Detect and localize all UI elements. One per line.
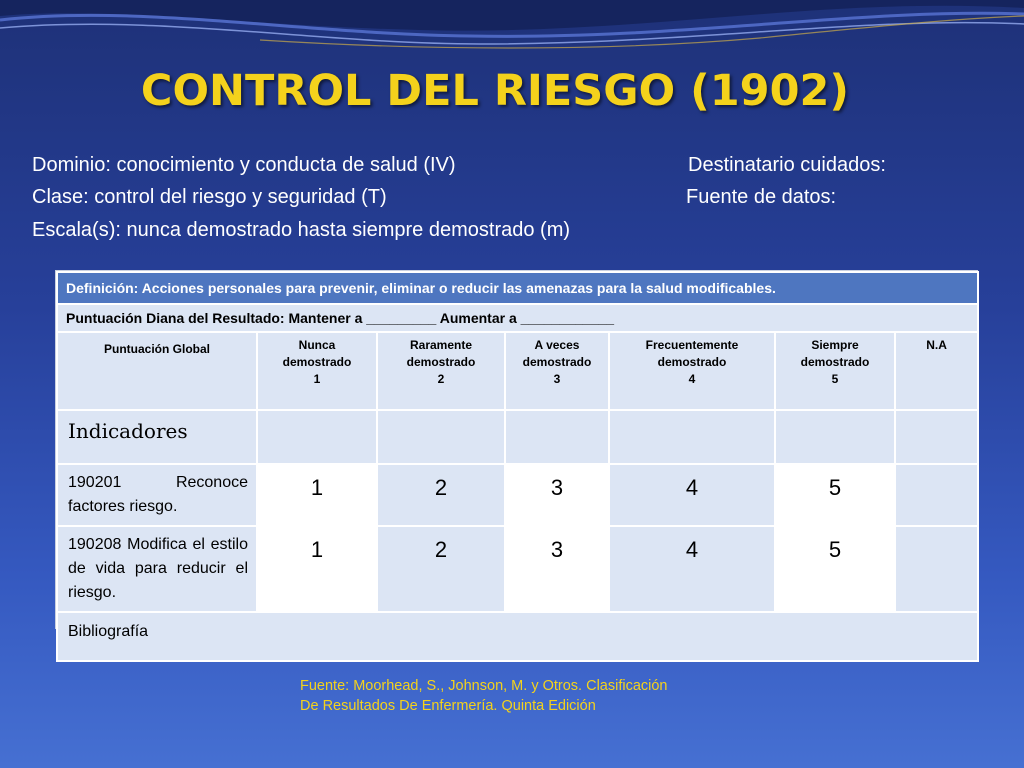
indicator-description: 190201 Reconoce factores riesgo. [57,464,257,526]
bibliografia-cell: Bibliografía [57,612,978,661]
header-score: 1 [313,372,321,386]
score-cell: 3 [505,464,609,526]
header-label: Nunca [298,338,336,352]
header-label: Puntuación Global [103,342,210,356]
score-cell: 1 [257,526,377,612]
indicator-row [57,464,978,526]
header-score: 5 [831,372,839,386]
header-na [895,332,978,410]
header-sublabel: demostrado [282,355,352,369]
header-raramente [377,332,505,410]
destinatario-text: Destinatario cuidados: [688,154,886,176]
indicator-description: 190208 Modifica el estilo de vida para reducir el riesgo. [57,526,257,612]
header-sublabel: demostrado [657,355,727,369]
empty-cell [775,410,895,464]
score-cell: 1 [257,464,377,526]
score-cell: 2 [377,464,505,526]
header-score: 3 [553,372,561,386]
header-label: Siempre [811,338,859,352]
header-a-veces [505,332,609,410]
header-frecuentemente [609,332,775,410]
source-citation [300,676,668,716]
slide-title: CONTROL DEL RIESGO (1902) [140,66,850,116]
source-line: De Resultados De Enfermería. Quinta Edición [300,698,596,714]
header-label: A veces [534,338,580,352]
score-cell-na [895,526,978,612]
header-nunca [257,332,377,410]
clase-text: Clase: control del riesgo y seguridad (T) [32,186,387,208]
header-sublabel: demostrado [800,355,870,369]
score-cell: 5 [775,526,895,612]
empty-cell [609,410,775,464]
score-cell: 5 [775,464,895,526]
header-sublabel: demostrado [406,355,476,369]
fuente-datos-text: Fuente de datos: [686,186,837,208]
empty-cell [377,410,505,464]
empty-cell [895,410,978,464]
header-score: 2 [437,372,445,386]
header-puntuacion-global [57,332,257,410]
header-sublabel: demostrado [522,355,592,369]
header-score: 4 [688,372,696,386]
puntuacion-diana-cell: Puntuación Diana del Resultado: Mantener a _________ Aumentar a ____________ [57,304,978,332]
source-line: Fuente: Moorhead, S., Johnson, M. y Otros. Clasificación [300,678,668,694]
resultado-table [56,271,979,662]
score-cell-na [895,464,978,526]
header-label: Frecuentemente [645,338,739,352]
score-cell: 2 [377,526,505,612]
header-label: N.A [926,338,947,352]
header-label: Raramente [409,338,473,352]
dominio-text: Dominio: conocimiento y conducta de salud (IV) [32,154,456,176]
indicadores-label: Indicadores [57,410,257,464]
indicator-row [57,526,978,612]
empty-cell [257,410,377,464]
resultado-table-container [55,270,978,640]
empty-cell [505,410,609,464]
score-cell: 3 [505,526,609,612]
header-siempre [775,332,895,410]
score-cell: 4 [609,464,775,526]
score-cell: 4 [609,526,775,612]
definicion-cell: Definición: Acciones personales para prevenir, eliminar o reducir las amenazas para la salud modificables. [57,272,978,304]
escala-text: Escala(s): nunca demostrado hasta siempre demostrado (m) [32,219,571,241]
